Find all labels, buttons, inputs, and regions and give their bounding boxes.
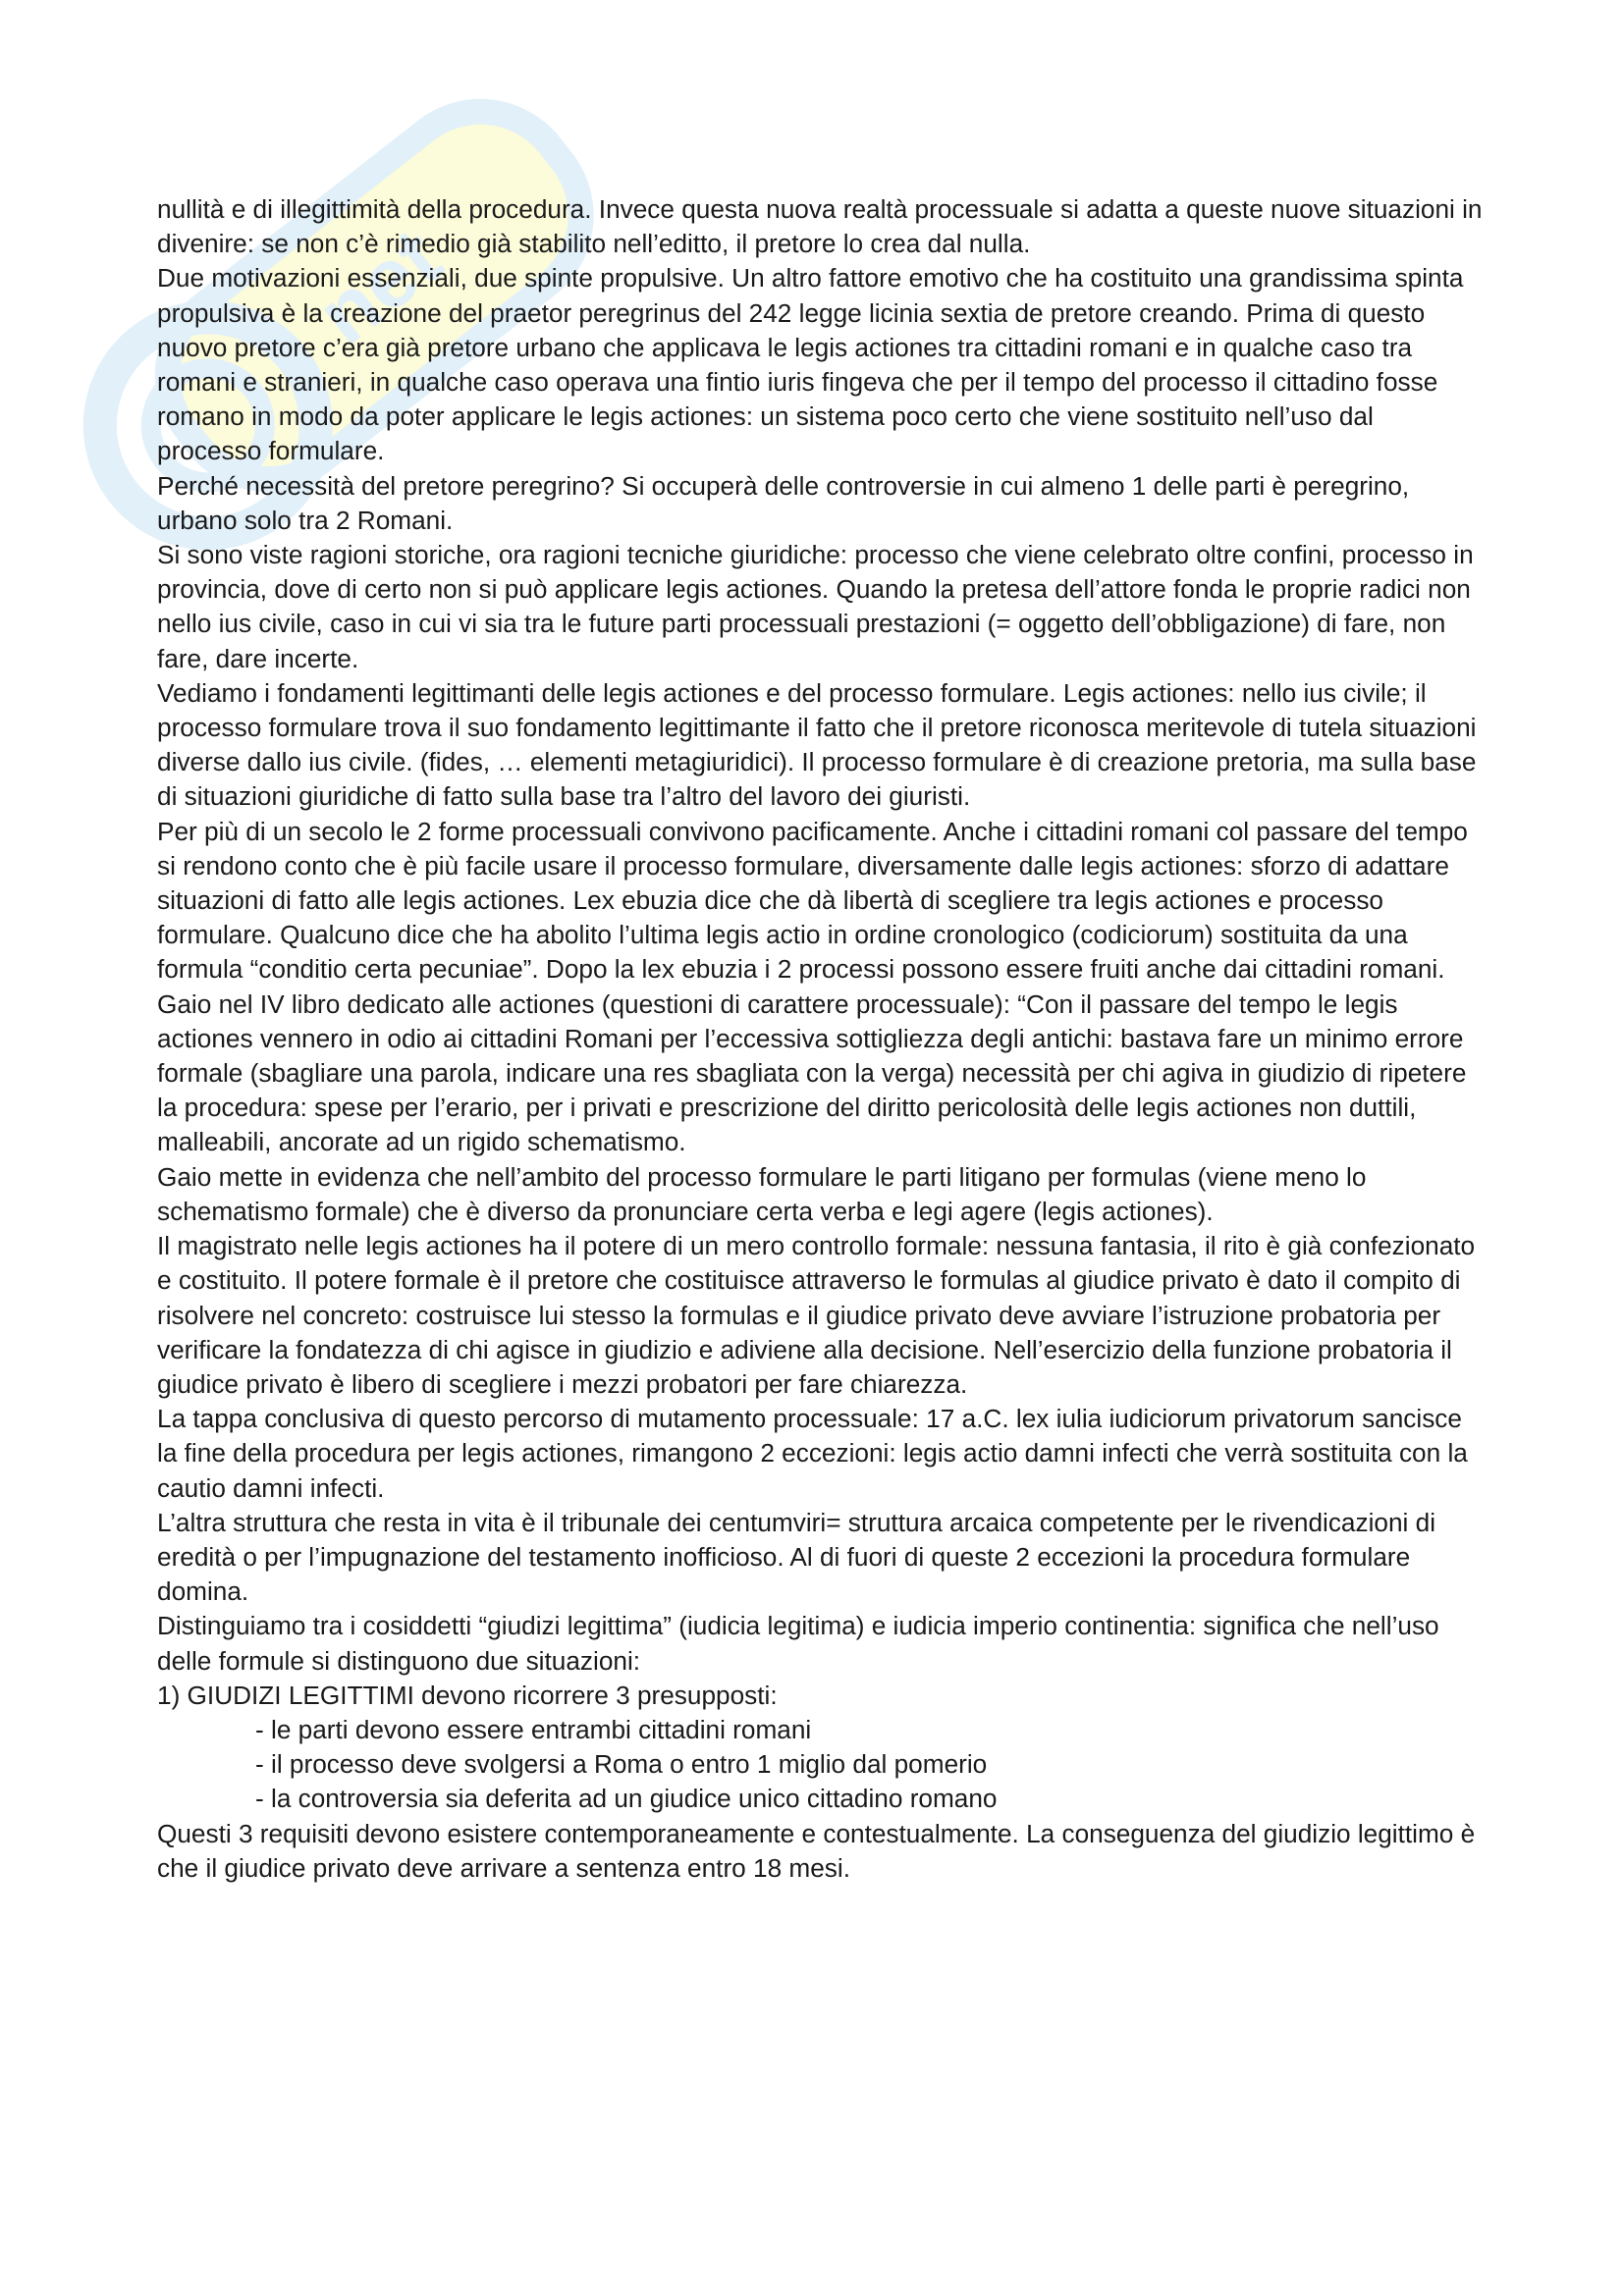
paragraph: Due motivazioni essenziali, due spinte propulsive. Un altro fattore emotivo che ha costituito una grandissima spinta propulsiva è la creazione del praetor peregrinus del 242 legge licinia sextia de pretore creando. Prima di questo nuovo pretore c’era già pretore urbano che applicava le legis actiones tra cittadini romani e in qualche caso tra romani e stranieri, in qualche caso operava una fintio iuris fingeva che per il tempo del processo il cittadino fosse romano in modo da poter applicare le legis actiones: un sistema poco certo che viene sostituito nell’uso dal processo formulare.	[157, 263, 1464, 466]
list-item: - la controversia sia deferita ad un giudice unico cittadino romano	[255, 1784, 998, 1814]
paragraph: Perché necessità del pretore peregrino? Si occuperà delle controversie in cui almeno 1 delle parti è peregrino, urbano solo tra 2 Romani.	[157, 470, 1410, 535]
paragraph: Si sono viste ragioni storiche, ora ragioni tecniche giuridiche: processo che viene celebrato oltre confini, processo in provincia, dove di certo non si può applicare legis actiones. Quando la pretesa dell’attore fonda le proprie radici non nello ius civile, caso in cui vi sia tra le future parti processuali prestazioni (= oggetto dell’obbligazione) di fare, non fare, dare incerte.	[157, 540, 1474, 673]
paragraph: Questi 3 requisiti devono esistere contemporaneamente e contestualmente. La conseguenza del giudizio legittimo è che il giudice privato deve arrivare a sentenza entro 18 mesi.	[157, 1818, 1476, 1883]
list-heading: 1) GIUDIZI LEGITTIMI devono ricorrere 3 presupposti:	[157, 1680, 778, 1710]
list-item: - il processo deve svolgersi a Roma o entro 1 miglio dal pomerio	[255, 1749, 988, 1780]
paragraph: Vediamo i fondamenti legittimanti delle legis actiones e del processo formulare. Legis actiones: nello ius civile; il processo formulare trova il suo fondamento legittimante il fatto che il pretore riconosca meritevole di tutela situazioni diverse dallo ius civile. (fides, … elementi metagiuridici). Il processo formulare è di creazione pretoria, ma sulla base di situazioni giuridiche di fatto sulla base tra l’altro del lavoro dei giuristi.	[157, 677, 1477, 812]
paragraph: La tappa conclusiva di questo percorso di mutamento processuale: 17 a.C. lex iulia iudiciorum privatorum sancisce la fine della procedura per legis actiones, rimangono 2 eccezioni: legis actio damni infecti che verrà sostituita con la cautio damni infecti.	[157, 1404, 1468, 1503]
svg-text:net: net	[299, 210, 459, 363]
paragraph: Gaio mette in evidenza che nell’ambito del processo formulare le parti litigano per formulas (viene meno lo schematismo formale) che è diverso da pronunciare certa verba e legi agere (legis actiones).	[157, 1161, 1367, 1226]
paragraph: Distinguiamo tra i cosiddetti “giudizi legittima” (iudicia legitima) e iudicia imperio continentia: significa che nell’uso delle formule si distinguono due situazioni:	[157, 1611, 1439, 1676]
paragraph: L’altra struttura che resta in vita è il tribunale dei centumviri= struttura arcaica competente per le rivendicazioni di eredità o per l’impugnazione del testamento inofficioso. Al di fuori di queste 2 eccezioni la procedura formulare domina.	[157, 1507, 1436, 1607]
paragraph: Per più di un secolo le 2 forme processuali convivono pacificamente. Anche i cittadini romani col passare del tempo si rendono conto che è più facile usare il processo formulare, diversamente dalle legis actiones: sforzo di adattare situazioni di fatto alle legis actiones. Lex ebuzia dice che dà libertà di scegliere tra legis actiones e processo formulare. Qualcuno dice che ha abolito l’ultima legis actio in ordine cronologico (codiciorum) sostituita da una formula “conditio certa pecuniae”. Dopo la lex ebuzia i 2 processi possono essere fruiti anche dai cittadini romani. Gaio nel IV libro dedicato alle actiones (questioni di carattere processuale): “Con il passare del tempo le legis actiones vennero in odio ai cittadini Romani per l’eccessiva sottigliezza degli antichi: bastava fare un minimo errore formale (sbagliare una parola, indicare una res sbagliata con la verga) necessità per chi agiva in giudizio di ripetere la procedura: spese per l’erario, per i privati e prescrizione del diritto pericolosità delle legis actiones non duttili, malleabili, ancorate ad un rigido schematismo.	[157, 816, 1468, 1157]
paragraph: nullità e di illegittimità della procedura. Invece questa nuova realtà processuale si adatta a queste nuove situazioni in divenire: se non c’è rimedio già stabilito nell’editto, il pretore lo crea dal nulla.	[157, 194, 1483, 259]
list-item: - le parti devono essere entrambi cittadini romani	[255, 1714, 812, 1744]
document-body	[157, 192, 1485, 1886]
paragraph: Il magistrato nelle legis actiones ha il potere di un mero controllo formale: nessuna fantasia, il rito è già confezionato e costituito. Il potere formale è il pretore che costituisce attraverso le formulas al giudice privato è dato il compito di risolvere nel concreto: costruisce lui stesso la formulas e il giudice privato deve avviare l’istruzione probatoria per verificare la fondatezza di chi agisce in giudizio e adiviene alla decisione. Nell’esercizio della funzione probatoria il giudice privato è libero di scegliere i mezzi probatori per fare chiarezza.	[157, 1231, 1476, 1399]
requirements-list	[157, 1713, 1485, 1817]
